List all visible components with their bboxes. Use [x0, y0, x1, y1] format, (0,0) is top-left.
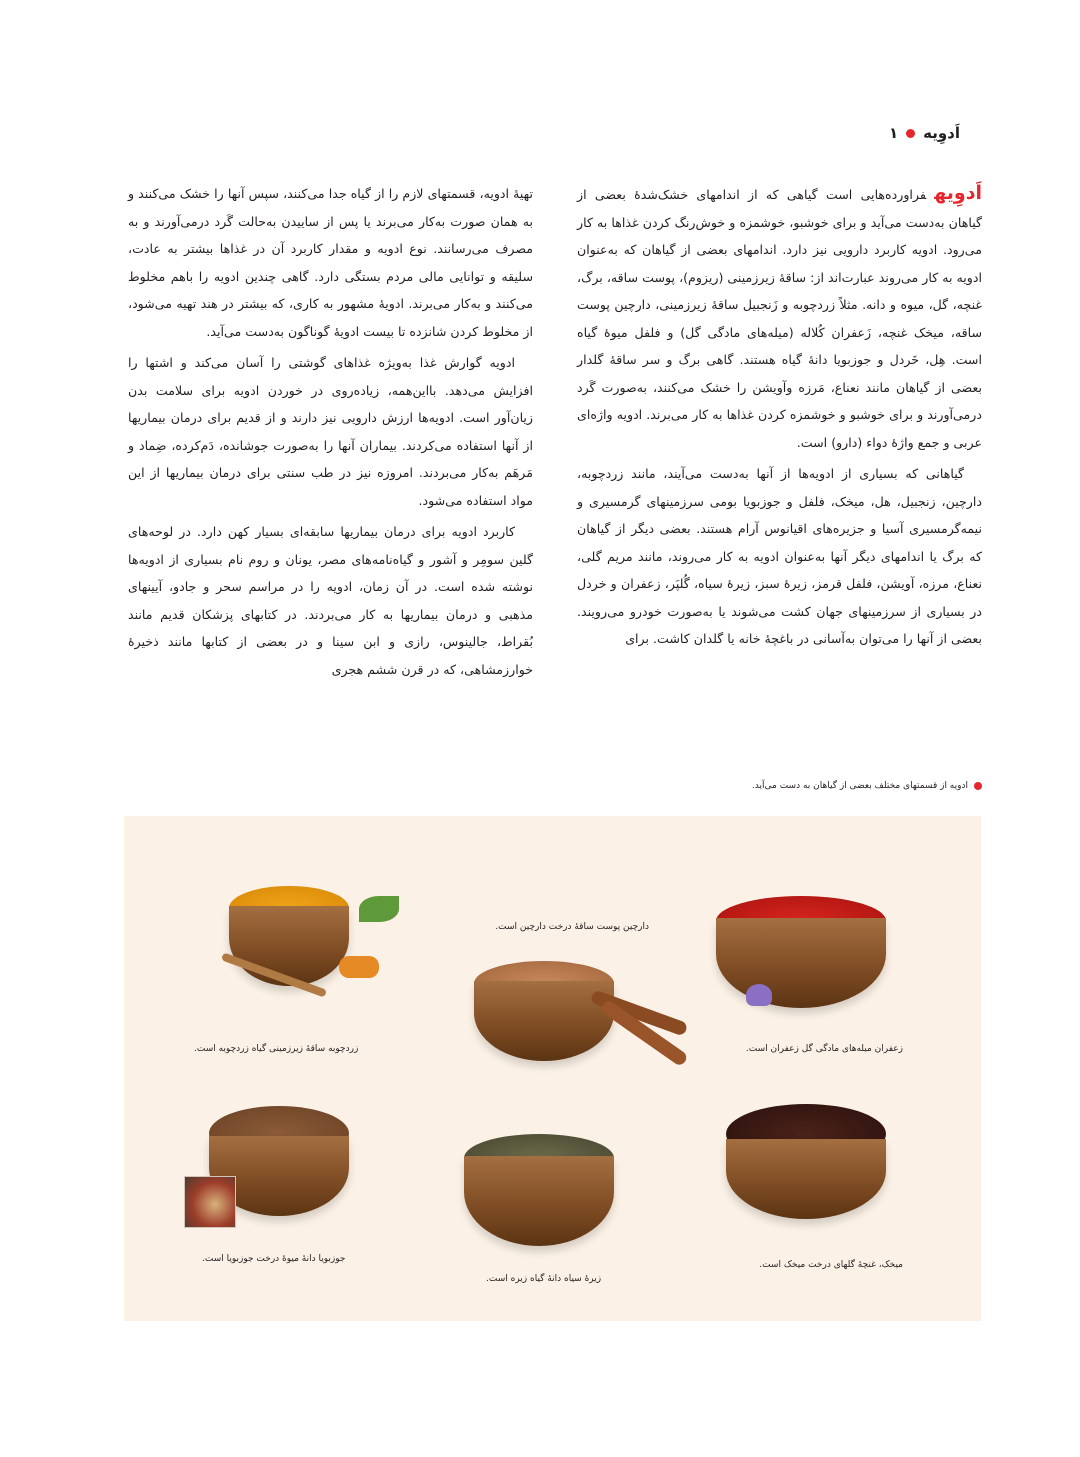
figure-caption — [752, 781, 982, 791]
left-column — [128, 180, 533, 687]
crocus-flower-icon — [746, 984, 772, 1006]
clove-caption: میخک، غنچهٔ گلهای درخت میخک است. — [759, 1260, 903, 1270]
right-paragraph-1 — [577, 180, 982, 456]
entry-term: اَدوِیه — [934, 182, 982, 204]
saffron-image — [716, 896, 886, 1016]
bullet-dot-icon — [906, 129, 915, 138]
cinnamon-image — [469, 961, 619, 1071]
saffron-caption: زعفران میله‌های مادگی گل زعفران است. — [745, 1044, 903, 1054]
left-paragraph-2: ادویه گوارش غذا به‌ویژه غذاهای گوشتی را آسان می‌کند و اشتها را افزایش می‌دهد. بااین‌همه، زیاده‌روی در خوردن ادویه برای سلامت بدن زیان‌آور است. ادویه‌ها ارزش دارویی نیز دارند و از قدیم برای درمان بیماریها از آنها استفاده می‌کردند. بیماران آنها را به‌صورت جوشانده، دَم‌کرده، ضِماد و مَرهَم به‌کار می‌بردند. امروزه نیز در طب سنتی برای درمان بیماریها از این مواد استفاده می‌شود. — [128, 355, 533, 508]
saffron-bowl — [716, 918, 886, 1008]
cumin-caption: زیرهٔ سیاه دانهٔ گیاه زیره است. — [486, 1274, 602, 1284]
page-header — [889, 124, 960, 142]
page-number: ۱ — [888, 124, 899, 142]
turmeric-bowl — [229, 906, 349, 986]
right-paragraph-2: گیاهانی که بسیاری از ادویه‌ها از آنها به‌دست می‌آیند، مانند زردچوبه، دارچین، زنجبیل، هل، میخک، فلفل و جوزبویا بومی سرزمینهای گرمسیری و نیمه‌گرمسیری آسیا و جزیره‌های اقیانوس آرام هستند. بعضی دیگر از گیاهان که برگ یا اندامهای دیگر آنها به‌عنوان ادویه به کار می‌روند، مانند مریم گلی، نعناع، مرزه، آویشن، فلفل قرمز، زیرهٔ سبز، زیرهٔ سیاه، گُلپَر، زعفران و خردل در بسیاری از سرزمینهای جهان کشت می‌شوند یا به‌صورت خودرو می‌رویند. بعضی از آنها را می‌توان به‌آسانی در باغچهٔ خانه یا گلدان کاشت. برای — [577, 466, 982, 646]
nutmeg-image — [184, 1106, 394, 1236]
cumin-image — [464, 1134, 614, 1254]
cinnamon-caption: دارچین پوست ساقهٔ درخت دارچین است. — [495, 922, 649, 932]
leaf-icon — [359, 896, 399, 922]
bullet-dot-icon — [974, 782, 982, 790]
left-paragraph-1: تهیهٔ ادویه، قسمتهای لازم را از گیاه جدا می‌کنند، سپس آنها را خشک می‌کنند و به همان صورت به‌کار می‌برند یا پس از ساییدن به‌حالت گَرد درمی‌آورند و به مصرف می‌رسانند. نوع ادویه و مقدار کاربرد آن در غذاها بیشتر به عادت، سلیقه و توانایی مالی مردم بستگی دارد. گاهی چندین ادویه را باهم مخلوط می‌کنند و به‌کار می‌برند. ادویهٔ مشهور به کاری، که بیشتر در هند تهیه می‌شود، از مخلوط کردن شانزده تا بیست ادویهٔ گوناگون به‌دست می‌آید. — [128, 186, 533, 339]
turmeric-caption: زردچوبه ساقهٔ زیرزمینی گیاه زردچوبه است. — [194, 1044, 359, 1054]
nutmeg-inset-image — [184, 1176, 236, 1228]
right-column — [577, 180, 982, 657]
right-paragraph-1-text: فراورده‌هایی است گیاهی که از اندامهای خشک‌شدهٔ بعضی از گیاهان به‌دست می‌آید و برای خوشبو، خوشمزه و خوش‌رنگ کردن غذاها به کار می‌رود. ادویه کاربرد دارویی نیز دارد. اندامهای بعضی از گیاهان که به‌عنوان ادویه به کار می‌روند عبارت‌اند از: ساقهٔ زیرزمینی (ریزوم)، پوست ساقه، برگ، غنچه، گل، میوه و دانه. مثلاً زردچوبه و زَنجبیل ساقهٔ زیرزمینی، دارچین پوست ساقه، میخک غنچه، زَعفران کُلاله (میله‌های مادگی گل) و فلفل میوهٔ گیاه است. هِل، خَردل و جوزبویا دانهٔ گیاه هستند. گاهی برگ و سر ساقهٔ گلدار بعضی از گیاهان مانند نعناع، مَرزه وآویشن را خشک می‌کنند، به‌صورت گَرد درمی‌آورند و برای خوشبو و خوشمزه کردن غذاها به کار می‌برند. ادویه واژه‌ای عربی و جمع واژهٔ دواء (دارو) است. — [577, 187, 982, 450]
left-paragraph-3: کاربرد ادویه برای درمان بیماریها سابقه‌ای بسیار کهن دارد. در لوحه‌های گلین سومِر و آشور و گیاه‌نامه‌های مصر، یونان و روم نام بسیاری از ادویه‌ها نوشته شده است. در آن زمان، ادویه را در مراسم سحر و جادو، آیینهای مذهبی و درمان بیماریها به کار می‌بردند. در کتابهای پزشکان قدیم مانند بُقراط، جالینوس، رازی و ابن سینا و در بعضی از کتابها مانند ذخیرهٔ خوارزمشاهی، که در قرن ششم هجری — [128, 524, 533, 677]
figure-caption-text: ادویه از قسمتهای مختلف بعضی از گیاهان به دست می‌آید. — [751, 781, 968, 791]
cumin-bowl — [464, 1156, 614, 1246]
turmeric-root-icon — [339, 956, 379, 978]
clove-image — [726, 1104, 886, 1224]
nutmeg-caption: جوزبویا دانهٔ میوهٔ درخت جوزبویا است. — [202, 1254, 346, 1264]
turmeric-image — [219, 886, 389, 1016]
spice-gallery — [124, 816, 981, 1321]
page-title: اَدوِیه — [923, 124, 960, 142]
clove-bowl — [726, 1139, 886, 1219]
